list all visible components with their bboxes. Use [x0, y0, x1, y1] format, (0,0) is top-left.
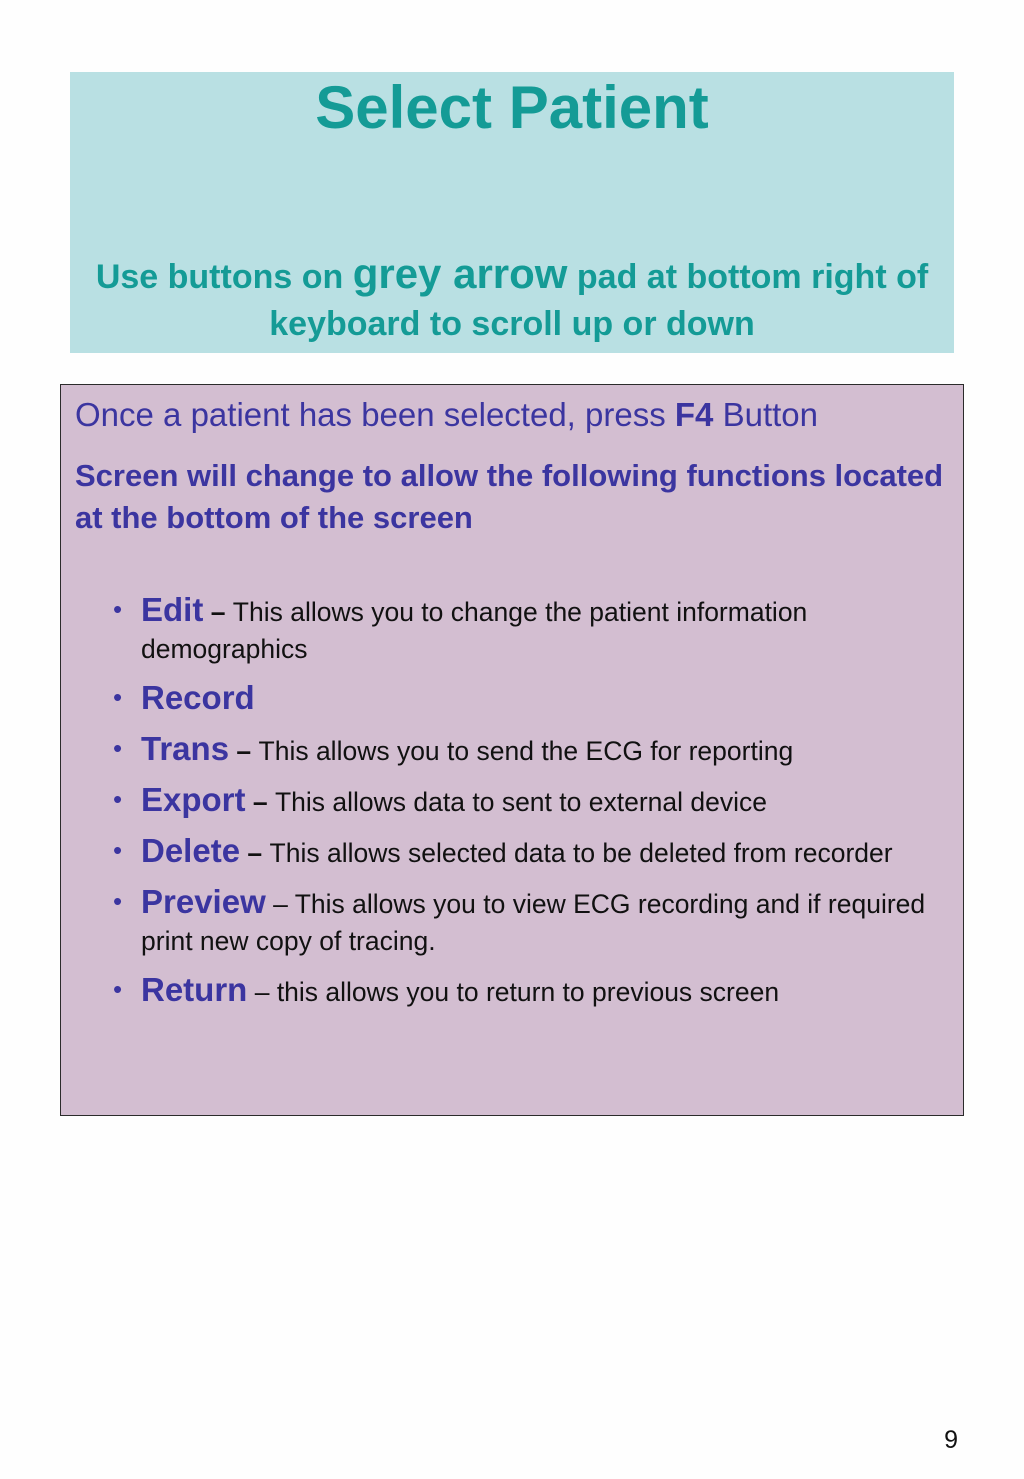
page-title: Select Patient: [315, 74, 709, 141]
function-description: This allows selected data to be deleted from recorder: [269, 838, 893, 868]
page-subtitle: [70, 250, 954, 348]
function-item-export: [113, 781, 933, 821]
function-separator: –: [229, 736, 259, 766]
function-description: this allows you to return to previous screen: [276, 977, 780, 1007]
function-separator: –: [265, 889, 295, 919]
function-separator: –: [247, 977, 277, 1007]
bullet-icon: •: [113, 733, 123, 763]
function-separator: –: [245, 787, 275, 817]
function-item-preview: [113, 883, 933, 960]
function-name: Record: [141, 679, 255, 716]
intro-text: Once a patient has been selected, press: [75, 396, 675, 433]
function-description: This allows data to sent to external device: [274, 787, 767, 817]
function-name: Delete: [141, 832, 241, 869]
function-name: Trans: [141, 730, 230, 767]
intro-suffix: Button: [713, 396, 818, 433]
function-list: [113, 591, 933, 1022]
function-separator: –: [240, 838, 270, 868]
bullet-icon: •: [113, 835, 123, 865]
function-description: This allows you to send the ECG for reporting: [258, 736, 794, 766]
function-name: Preview: [141, 883, 266, 920]
function-item-trans: [113, 730, 933, 770]
subtitle-text-start: Use buttons on: [95, 258, 353, 296]
function-separator: –: [203, 597, 233, 627]
bullet-icon: •: [113, 974, 123, 1004]
f4-key-label: F4: [674, 396, 714, 433]
function-name: Edit: [141, 591, 204, 628]
functions-lead-text: Screen will change to allow the following functions located at the bottom of the screen: [75, 458, 944, 535]
bullet-icon: •: [113, 784, 123, 814]
intro-line: [75, 395, 818, 435]
subtitle-emphasis: grey arrow: [352, 250, 568, 297]
function-name: Export: [141, 781, 246, 818]
page-number: 9: [944, 1426, 958, 1454]
function-item-delete: [113, 832, 933, 872]
function-item-record: [113, 679, 933, 719]
function-description: This allows you to view ECG recording and if required print new copy of tracing.: [141, 889, 926, 956]
function-name: Return: [141, 971, 248, 1008]
bullet-icon: •: [113, 886, 123, 916]
bullet-icon: •: [113, 594, 123, 624]
functions-info-box: [60, 384, 964, 1116]
function-item-edit: [113, 591, 933, 668]
function-item-return: [113, 971, 933, 1011]
subtitle-text-end: pad at bottom right of keyboard to scroll up or down: [269, 258, 929, 343]
function-description: This allows you to change the patient information demographics: [141, 597, 808, 664]
bullet-icon: •: [113, 682, 123, 712]
